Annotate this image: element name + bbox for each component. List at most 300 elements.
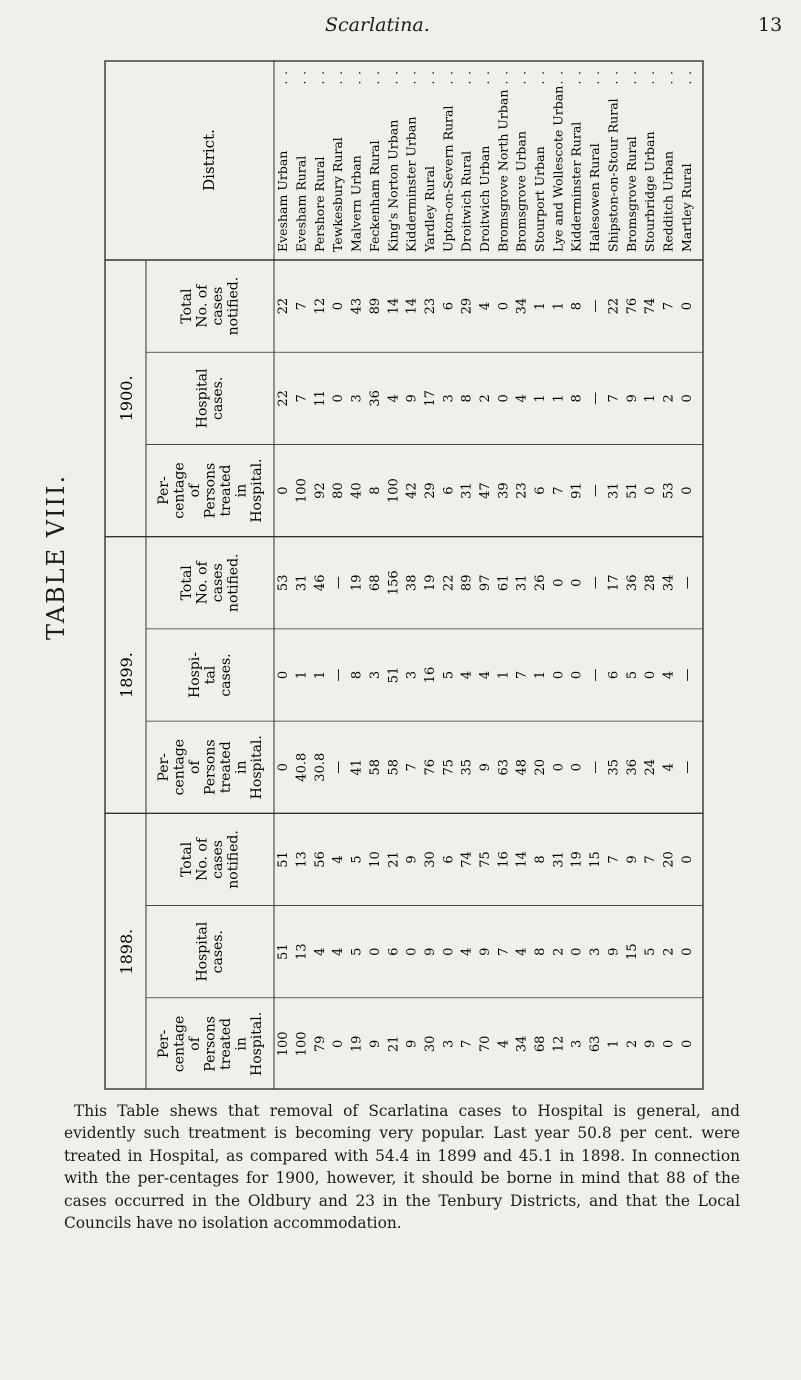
table-cell: 20 <box>533 758 549 776</box>
leader-dots: . . <box>478 70 492 85</box>
table-cell: 7 <box>514 670 530 680</box>
table-cell: 4 <box>331 947 347 956</box>
district-name: Bromsgrove Urban <box>513 131 529 252</box>
year-header: 1899. <box>117 652 136 698</box>
table-cell: 4 <box>496 1039 512 1049</box>
column-header-line: in <box>233 760 250 774</box>
column-header-line: Hospital <box>194 921 211 982</box>
district-name: Evesham Urban <box>275 150 291 252</box>
table-cell: 2 <box>661 394 677 403</box>
table-cell: 1 <box>312 670 328 680</box>
table-cell: 5 <box>643 947 659 956</box>
table-cell: 7 <box>551 486 567 495</box>
table-cell: — <box>588 391 604 405</box>
leader-dots: . . <box>367 70 382 85</box>
table-cell: 1 <box>533 394 549 403</box>
column-header-line: Hospital. <box>248 458 265 523</box>
table-cell: 31 <box>459 482 475 499</box>
table-cell: 79 <box>312 1035 328 1053</box>
table-cell: 4 <box>478 670 493 680</box>
table-cell: 68 <box>533 1035 549 1053</box>
leader-dots: . . <box>679 70 694 85</box>
leader-dots: . . <box>661 70 676 85</box>
table-cell: 0 <box>679 486 695 495</box>
table-cell: 9 <box>404 1039 420 1049</box>
table-cell: 0 <box>661 1039 677 1049</box>
leader-dots: . . <box>624 70 639 85</box>
table-cell: 40 <box>349 482 365 499</box>
table-cell: 15 <box>624 943 640 960</box>
leader-dots: . . <box>441 70 456 85</box>
table-cell: 41 <box>349 758 365 776</box>
leader-dots: . . <box>422 70 437 85</box>
table-cell: 0 <box>679 947 695 956</box>
column-header-line: treated <box>217 464 234 517</box>
table-cell: 16 <box>496 851 512 868</box>
table-cell: 0 <box>679 301 695 311</box>
table-cell: 51 <box>276 943 292 960</box>
table-cell: 8 <box>367 486 383 495</box>
column-header-line: Total <box>179 288 195 324</box>
table-cell: 9 <box>478 763 493 772</box>
leader-dots: . . <box>276 70 291 85</box>
table-cell: 6 <box>386 947 402 956</box>
table-cell: 26 <box>533 574 549 592</box>
table-cell: 29 <box>459 297 475 315</box>
table-cell: 5 <box>624 670 640 680</box>
table-cell: 4 <box>661 763 677 772</box>
district-name: Kidderminster Rural <box>568 121 584 252</box>
table-cell: 0 <box>496 301 512 311</box>
district-name: Stourbridge Urban <box>642 131 658 252</box>
table-cell: 0 <box>276 486 292 495</box>
table-cell: 3 <box>349 394 365 403</box>
leader-dots: . . <box>606 70 621 85</box>
table-cell: 10 <box>367 851 383 868</box>
table-cell: 58 <box>367 758 383 776</box>
table-cell: 21 <box>386 1035 402 1053</box>
column-header-line: in <box>233 1037 250 1051</box>
leader-dots: . . <box>386 70 401 85</box>
table-cell: — <box>588 484 604 498</box>
table-cell: 0 <box>331 301 347 311</box>
table-cell: 92 <box>312 482 328 499</box>
district-name: Bromsgrove North Urban <box>495 89 511 252</box>
column-header-line: cases. <box>217 653 234 697</box>
table-cell: 2 <box>478 394 493 403</box>
column-header-line: Persons <box>202 1016 219 1072</box>
table-cell: 6 <box>441 301 457 311</box>
table-cell: 63 <box>496 758 512 776</box>
table-cell: 14 <box>386 297 402 315</box>
page-number: 13 <box>758 14 783 36</box>
table-cell: 51 <box>276 851 292 868</box>
table-cell: 35 <box>459 758 475 776</box>
column-header-line: Persons <box>202 462 219 519</box>
table-cell: 14 <box>514 851 530 868</box>
table-cell: 9 <box>367 1039 383 1049</box>
table-cell: 19 <box>349 574 365 592</box>
table-cell: 100 <box>294 1031 310 1057</box>
column-header-line: Per- <box>155 1029 172 1059</box>
table-cell: 3 <box>588 947 604 956</box>
table-cell: 0 <box>551 578 567 587</box>
table-cell: 22 <box>276 390 292 407</box>
table-cell: — <box>588 299 604 313</box>
table-cell: 76 <box>422 758 438 776</box>
column-header-line: cases. <box>210 930 226 974</box>
table-cell: 30 <box>422 851 438 868</box>
table-cell: 8 <box>533 855 549 864</box>
table-side-label: TABLE VIII. <box>42 473 70 640</box>
table-cell: 31 <box>606 482 622 499</box>
column-header-line: No. of <box>194 284 211 328</box>
table-cell: 9 <box>624 855 640 864</box>
table-cell: 75 <box>441 758 457 776</box>
table-cell: 0 <box>331 1039 347 1049</box>
table-cell: — <box>588 668 604 682</box>
table-cell: 74 <box>459 851 475 868</box>
table-cell: 75 <box>478 851 493 868</box>
column-header-line: notified. <box>225 830 242 889</box>
table-cell: 7 <box>643 855 659 864</box>
column-header-line: of <box>186 760 203 775</box>
table-cell: 2 <box>661 947 677 956</box>
table-cell: 89 <box>459 574 475 592</box>
table-cell: 0 <box>679 1039 695 1049</box>
table-cell: 8 <box>533 947 549 956</box>
table-cell: 36 <box>624 758 640 776</box>
district-name: Droitwich Urban <box>477 145 492 252</box>
column-header-line: cases <box>210 563 226 603</box>
column-header-line: Hospital <box>194 368 211 429</box>
table-cell: 20 <box>661 851 677 868</box>
column-header-line: centage <box>171 739 188 796</box>
table-cell: 6 <box>606 670 622 680</box>
table-cell: 0 <box>643 670 659 680</box>
table-cell: 7 <box>294 394 310 403</box>
table-cell: 53 <box>276 574 292 592</box>
table-cell: 38 <box>404 574 420 592</box>
table-cell: 68 <box>367 574 383 592</box>
district-name: King's Norton Urban <box>385 119 401 252</box>
table-cell: 36 <box>367 390 383 407</box>
table-cell: 43 <box>349 297 365 315</box>
table-cell: 34 <box>661 574 677 592</box>
rotated-table <box>104 60 704 1090</box>
column-header-line: cases <box>210 286 226 326</box>
table-cell: 1 <box>606 1039 622 1049</box>
table-cell: 7 <box>496 947 512 956</box>
table-cell: 3 <box>569 1039 585 1049</box>
table-cell: 48 <box>514 758 530 776</box>
table-cell: 63 <box>588 1035 604 1053</box>
table-cell: 16 <box>422 666 438 684</box>
table-cell: 3 <box>441 394 457 403</box>
table-cell: — <box>588 760 604 774</box>
table-cell: 22 <box>276 297 292 315</box>
table-cell: 1 <box>533 301 549 311</box>
table-cell: 4 <box>312 947 328 956</box>
table-cell: 14 <box>404 297 420 315</box>
table-cell: 1 <box>294 670 310 680</box>
table-cell: 51 <box>386 666 402 684</box>
table-cell: 30.8 <box>312 752 328 782</box>
table-cell: 17 <box>422 390 438 407</box>
table-cell: 39 <box>496 482 512 499</box>
column-header-line: treated <box>217 1017 234 1070</box>
table-cell: 7 <box>661 301 677 311</box>
table-cell: 4 <box>514 947 530 956</box>
leader-dots: . . <box>551 70 566 85</box>
table-cell: 8 <box>569 394 585 403</box>
table-cell: 89 <box>367 297 383 315</box>
leader-dots: . . <box>331 70 346 85</box>
table-cell: 1 <box>551 394 567 403</box>
column-header-line: centage <box>171 1015 188 1073</box>
page-title: Scarlatina. <box>325 14 430 36</box>
district-name: Stourport Urban <box>532 146 548 252</box>
column-header-line: notified. <box>225 553 242 613</box>
table-cell: 6 <box>441 855 457 864</box>
district-name: Evesham Rural <box>293 155 309 252</box>
table-cell: 0 <box>496 394 512 403</box>
leader-dots: . . <box>349 70 364 85</box>
district-name: Feckenham Rural <box>366 140 382 252</box>
district-name: Yardley Rural <box>421 165 437 252</box>
table-cell: 8 <box>459 394 475 403</box>
table-cell: 51 <box>624 482 640 499</box>
table-cell: 97 <box>478 574 493 592</box>
table-cell: 0 <box>276 670 292 680</box>
table-cell: — <box>588 576 604 590</box>
district-name: Martley Rural <box>678 163 694 252</box>
column-header-line: in <box>233 483 250 498</box>
table-cell: 9 <box>606 947 622 956</box>
table-cell: 34 <box>514 297 530 315</box>
table-cell: 0 <box>679 855 695 864</box>
table-cell: 8 <box>569 301 585 311</box>
table-cell: 4 <box>661 670 677 680</box>
district-name: Tewkesbury Rural <box>330 137 346 252</box>
district-header: District. <box>200 129 218 191</box>
table-cell: 6 <box>533 486 549 495</box>
table-cell: 6 <box>441 486 457 495</box>
table-cell: 56 <box>312 851 328 868</box>
district-name: Halesowen Rural <box>587 143 603 252</box>
table-cell: 0 <box>569 670 585 680</box>
table-cell: 1 <box>496 670 512 680</box>
table-cell: 3 <box>441 1039 457 1049</box>
table-cell: 42 <box>404 482 420 499</box>
leader-dots: . . <box>533 70 548 85</box>
table-cell: 13 <box>294 943 310 960</box>
table-cell: 19 <box>569 851 585 868</box>
table-cell: 100 <box>294 478 310 503</box>
table-cell: 22 <box>606 297 622 315</box>
column-header-line: No. of <box>194 837 211 881</box>
table-cell: 2 <box>624 1039 640 1049</box>
table-cell: 23 <box>514 482 530 499</box>
table-cell: 0 <box>569 578 585 587</box>
column-header-line: Per- <box>155 476 172 505</box>
column-header-line: cases <box>210 840 226 879</box>
table-cell: 31 <box>514 574 530 592</box>
district-name: Lye and Wollescote Urban <box>550 85 566 252</box>
column-header-line: Total <box>179 565 195 601</box>
district-name: Malvern Urban <box>348 155 364 252</box>
table-cell: 100 <box>276 1031 292 1057</box>
table-cell: 0 <box>569 947 585 956</box>
column-header-line: treated <box>217 741 234 794</box>
year-header: 1898. <box>117 928 136 975</box>
table-cell: 0 <box>367 947 383 956</box>
table-cell: 91 <box>569 482 585 499</box>
table-cell: 5 <box>441 670 457 680</box>
leader-dots: . . <box>514 70 529 85</box>
table-cell: 53 <box>661 482 677 499</box>
district-name: Kidderminster Urban <box>403 116 419 252</box>
table-cell: 9 <box>624 394 640 403</box>
table-cell: 4 <box>331 855 347 864</box>
table-cell: 70 <box>478 1035 493 1053</box>
table-cell: 12 <box>551 1035 567 1053</box>
column-header-line: Hospital. <box>248 1011 265 1076</box>
table-cell: 5 <box>349 947 365 956</box>
table-cell: 8 <box>349 670 365 680</box>
table-cell: 31 <box>294 574 310 592</box>
table-cell: 156 <box>386 570 402 596</box>
district-name: Bromsgrove Rural <box>623 136 639 252</box>
leader-dots: . . <box>294 70 309 85</box>
leader-dots: . . <box>643 70 658 85</box>
table-cell: 40.8 <box>294 752 310 782</box>
table-cell: 36 <box>624 574 640 592</box>
table-cell: 4 <box>514 394 530 403</box>
leader-dots: . . <box>459 70 474 85</box>
column-header-line: Per- <box>155 752 172 782</box>
leader-dots: . . <box>404 70 419 85</box>
table-cell: 0 <box>551 670 567 680</box>
table-cell: 58 <box>386 758 402 776</box>
table-cell: 0 <box>276 763 292 772</box>
column-header-line: of <box>186 1037 203 1051</box>
table-cell: 19 <box>422 574 438 592</box>
district-name: Upton-on-Severn Rural <box>440 105 456 252</box>
district-name: Pershore Rural <box>311 156 327 252</box>
table-cell: 46 <box>312 574 328 592</box>
table-cell: 1 <box>551 301 567 311</box>
table-cell: 76 <box>624 297 640 315</box>
leader-dots: . . <box>496 70 511 85</box>
table-cell: — <box>331 760 347 774</box>
table-cell: 74 <box>643 297 659 315</box>
table-cell: 3 <box>404 670 420 680</box>
column-header-line: of <box>186 483 203 498</box>
table-cell: 21 <box>386 851 402 868</box>
table-svg <box>104 60 704 1090</box>
table-cell: 13 <box>294 851 310 868</box>
table-cell: 1 <box>643 394 659 403</box>
table-cell: 12 <box>312 297 328 315</box>
table-cell: 0 <box>441 947 457 956</box>
column-header-line: cases. <box>210 376 226 420</box>
table-cell: 9 <box>643 1039 659 1049</box>
table-cell: 3 <box>367 670 383 680</box>
table-cell: 2 <box>551 947 567 956</box>
column-header-line: No. of <box>194 561 211 605</box>
table-grid <box>105 61 703 1089</box>
table-cell: — <box>331 576 347 590</box>
district-name: Shipston-on-Stour Rural <box>605 98 621 252</box>
table-cell: — <box>679 668 695 682</box>
table-cell: 7 <box>294 301 310 311</box>
table-cell: 0 <box>569 763 585 772</box>
table-cell: 7 <box>606 394 622 403</box>
column-header-line: Persons <box>202 739 219 796</box>
table-cell: 9 <box>404 855 420 864</box>
district-name: Redditch Urban <box>660 151 676 252</box>
table-cell: 4 <box>386 394 402 403</box>
table-cell: 22 <box>441 574 457 592</box>
table-cell: 9 <box>422 947 438 956</box>
table-cell: 7 <box>404 763 420 772</box>
table-cell: 28 <box>643 574 659 592</box>
table-cell: 0 <box>643 486 659 495</box>
table-cell: 9 <box>404 394 420 403</box>
column-header-line: notified. <box>225 276 242 336</box>
table-cell: 7 <box>459 1039 475 1049</box>
table-cell: — <box>679 576 695 590</box>
table-cell: 100 <box>386 478 402 503</box>
leader-dots: . . <box>312 70 327 85</box>
column-header-line: Hospi- <box>186 652 203 698</box>
table-cell: 1 <box>533 670 549 680</box>
table-cell: 0 <box>331 394 347 403</box>
column-header-line: centage <box>171 462 188 519</box>
table-cell: 9 <box>478 947 493 956</box>
leader-dots: . . <box>588 70 603 85</box>
column-header-line: Hospital. <box>248 735 265 800</box>
table-cell: 24 <box>643 758 659 776</box>
commentary-paragraph <box>64 1100 740 1234</box>
leader-dots: . . <box>569 70 584 85</box>
table-cell: 5 <box>349 855 365 864</box>
column-header-line: tal <box>202 665 219 685</box>
table-cell: 17 <box>606 574 622 592</box>
table-cell: 29 <box>422 482 438 499</box>
table-cell: 0 <box>679 394 695 403</box>
table-cell: 15 <box>588 851 604 868</box>
table-cell: 31 <box>551 851 567 868</box>
district-name: Droitwich Rural <box>458 150 474 252</box>
table-cell: — <box>331 668 347 682</box>
table-cell: 23 <box>422 297 438 315</box>
table-cell: 0 <box>551 763 567 772</box>
table-cell: 80 <box>331 482 347 499</box>
table-cell: 47 <box>478 482 493 499</box>
commentary-text: This Table shews that removal of Scarlatina cases to Hospital is general, and evidently such treatment is becoming very popular. Last year 50.8 per cent. were treated in Hospital, as compared with 54.4 in 1899 and 45.1 in 1898. In connection with the per-centages for 1900, however, it should be borne in mind that 88 of the cases occurred in the Oldbury and 23 in the Tenbury Districts, and that the Local Councils have no isolation accommodation. <box>64 1102 740 1233</box>
table-cell: 4 <box>459 670 475 680</box>
table-cell: — <box>679 760 695 774</box>
table-cell: 61 <box>496 574 512 592</box>
table-cell: 4 <box>459 947 475 956</box>
table-cell: 30 <box>422 1035 438 1053</box>
table-cell: 34 <box>514 1035 530 1053</box>
table-cell: 19 <box>349 1035 365 1053</box>
table-cell: 35 <box>606 758 622 776</box>
table-cell: 4 <box>478 301 493 311</box>
